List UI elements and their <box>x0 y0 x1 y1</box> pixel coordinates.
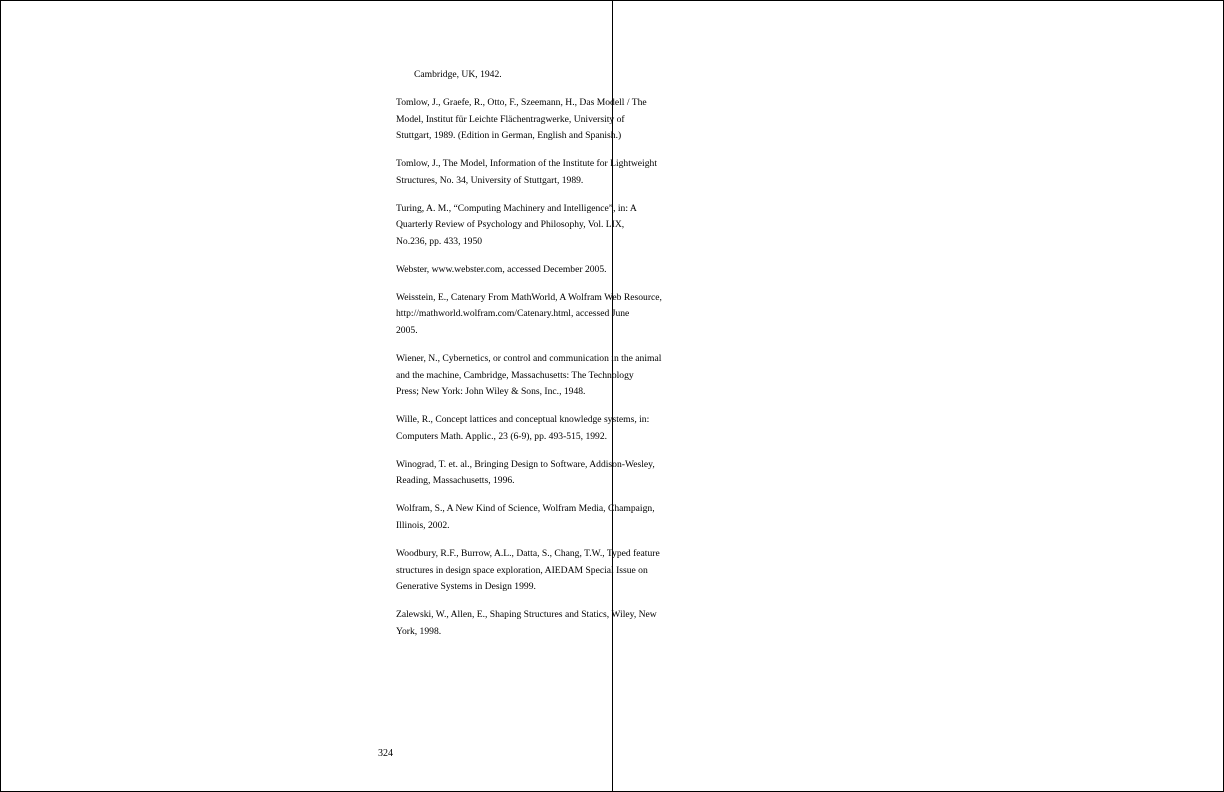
reference-entry <box>396 67 686 84</box>
reference-entry <box>396 546 686 596</box>
reference-line: Wolfram, S., A New Kind of Science, Wolfram Media, Champaign, <box>396 503 655 515</box>
reference-line: 2005. <box>396 325 418 337</box>
reference-line: Reading, Massachusetts, 1996. <box>396 475 515 487</box>
reference-line: http://mathworld.wolfram.com/Catenary.html, accessed June <box>396 308 630 320</box>
reference-line: Webster, www.webster.com, accessed December 2005. <box>396 263 607 275</box>
reference-line: Wille, R., Concept lattices and conceptual knowledge systems, in: <box>396 414 650 426</box>
reference-line: Generative Systems in Design 1999. <box>396 581 536 593</box>
reference-line: Tomlow, J., The Model, Information of the Institute for Lightweight <box>396 158 657 170</box>
reference-line: Woodbury, R.F., Burrow, A.L., Datta, S., Chang, T.W., Typed feature <box>396 547 660 559</box>
reference-line: No.236, pp. 433, 1950 <box>396 235 483 247</box>
reference-list <box>396 67 686 652</box>
reference-line: Weisstein, E., Catenary From MathWorld, A Wolfram Web Resource, <box>396 291 662 303</box>
reference-entry <box>396 262 686 279</box>
reference-line: Model, Institut für Leichte Flächentragwerke, University of <box>396 113 625 125</box>
reference-line: structures in design space exploration, AIEDAM Special Issue on <box>396 564 648 576</box>
reference-line: Zalewski, W., Allen, E., Shaping Structures and Statics, Wiley, New <box>396 609 657 621</box>
page-number: 324 <box>378 748 393 759</box>
reference-line: Illinois, 2002. <box>396 519 450 531</box>
reference-line: York, 1998. <box>396 625 442 637</box>
reference-line: and the machine, Cambridge, Massachusetts: The Technology <box>396 369 634 381</box>
reference-entry <box>396 457 686 490</box>
reference-line: Structures, No. 34, University of Stuttgart, 1989. <box>396 174 584 186</box>
reference-entry <box>396 95 686 145</box>
reference-entry <box>396 290 686 340</box>
reference-line: Stuttgart, 1989. (Edition in German, English and Spanish.) <box>396 130 622 142</box>
reference-entry <box>396 412 686 445</box>
reference-line: Winograd, T. et. al., Bringing Design to Software, Addison-Wesley, <box>396 458 655 470</box>
reference-line: Turing, A. M., “Computing Machinery and Intelligence”, in: A <box>396 202 637 214</box>
reference-line: Quarterly Review of Psychology and Philosophy, Vol. LIX, <box>396 219 625 231</box>
reference-line: Press; New York: John Wiley & Sons, Inc., 1948. <box>396 386 586 398</box>
reference-entry <box>396 351 686 401</box>
reference-line: Wiener, N., Cybernetics, or control and communication in the animal <box>396 353 662 365</box>
reference-entry <box>396 607 686 640</box>
reference-line: Tomlow, J., Graefe, R., Otto, F., Szeemann, H., Das Modell / The <box>396 96 647 108</box>
reference-line: Cambridge, UK, 1942. <box>414 69 502 80</box>
reference-entry <box>396 501 686 534</box>
reference-entry <box>396 156 686 189</box>
reference-line: Computers Math. Applic., 23 (6-9), pp. 493-515, 1992. <box>396 430 608 442</box>
reference-entry <box>396 201 686 251</box>
